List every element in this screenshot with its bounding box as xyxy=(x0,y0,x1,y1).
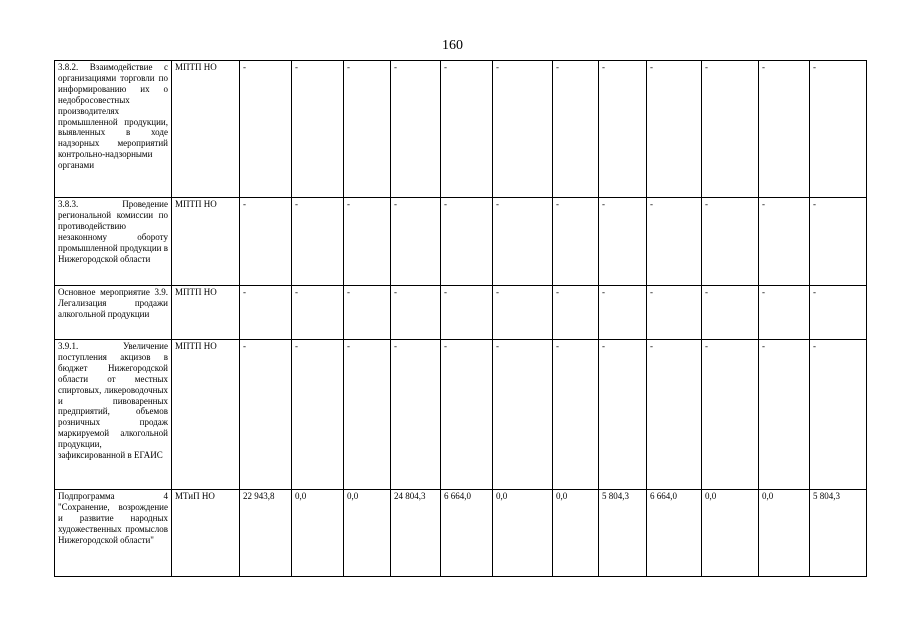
row-executor: МПТП НО xyxy=(172,198,240,286)
row-value: - xyxy=(493,286,553,340)
page-number: 160 xyxy=(442,38,463,53)
row-executor: МПТП НО xyxy=(172,61,240,198)
row-value: - xyxy=(599,340,647,490)
row-value: - xyxy=(292,61,344,198)
row-executor: МТиП НО xyxy=(172,490,240,577)
row-value: - xyxy=(344,340,391,490)
row-value: - xyxy=(240,198,292,286)
row-value: 0,0 xyxy=(702,490,759,577)
row-value: - xyxy=(647,198,702,286)
row-value: 0,0 xyxy=(292,490,344,577)
row-value: - xyxy=(391,198,441,286)
row-value: 6 664,0 xyxy=(441,490,493,577)
row-value: - xyxy=(702,61,759,198)
row-value: - xyxy=(759,198,810,286)
row-value: - xyxy=(391,286,441,340)
row-value: - xyxy=(344,61,391,198)
row-value: - xyxy=(441,61,493,198)
row-value: - xyxy=(553,286,599,340)
row-value: - xyxy=(292,340,344,490)
row-value: - xyxy=(240,61,292,198)
row-value: - xyxy=(292,286,344,340)
row-value: - xyxy=(344,286,391,340)
row-value: - xyxy=(759,61,810,198)
table-row xyxy=(55,340,867,490)
row-value: - xyxy=(441,340,493,490)
row-value: - xyxy=(553,198,599,286)
row-value: - xyxy=(702,286,759,340)
row-value: - xyxy=(344,198,391,286)
row-executor: МПТП НО xyxy=(172,286,240,340)
table-row xyxy=(55,198,867,286)
row-description: 3.8.3. Проведение региональной комиссии по противодействию незаконному обороту промышленной продукции в Нижегородской области xyxy=(55,198,172,286)
row-value: - xyxy=(702,340,759,490)
row-value: - xyxy=(292,198,344,286)
table-row xyxy=(55,490,867,577)
row-value: - xyxy=(810,340,867,490)
row-value: 0,0 xyxy=(344,490,391,577)
row-value: - xyxy=(493,340,553,490)
row-value: - xyxy=(599,286,647,340)
table-row xyxy=(55,286,867,340)
row-value: - xyxy=(759,286,810,340)
row-value: 5 804,3 xyxy=(810,490,867,577)
row-value: 6 664,0 xyxy=(647,490,702,577)
row-value: 0,0 xyxy=(759,490,810,577)
row-description: Подпрограмма 4 "Сохранение, возрождение и развитие народных художественных промыслов Нижегородской области" xyxy=(55,490,172,577)
row-value: 22 943,8 xyxy=(240,490,292,577)
row-value: - xyxy=(810,286,867,340)
row-value: - xyxy=(759,340,810,490)
row-value: - xyxy=(493,198,553,286)
row-value: - xyxy=(810,61,867,198)
row-value: - xyxy=(391,340,441,490)
row-value: - xyxy=(647,61,702,198)
row-value: - xyxy=(391,61,441,198)
row-value: - xyxy=(493,61,553,198)
row-value: - xyxy=(240,286,292,340)
row-value: 0,0 xyxy=(493,490,553,577)
row-value: 24 804,3 xyxy=(391,490,441,577)
row-value: - xyxy=(702,198,759,286)
row-executor: МПТП НО xyxy=(172,340,240,490)
program-table xyxy=(54,60,867,577)
row-value: - xyxy=(599,198,647,286)
table-row xyxy=(55,61,867,198)
row-value: - xyxy=(441,198,493,286)
row-description: Основное мероприятие 3.9. Легализация продажи алкогольной продукции xyxy=(55,286,172,340)
row-value: 0,0 xyxy=(553,490,599,577)
row-value: - xyxy=(647,340,702,490)
row-value: - xyxy=(441,286,493,340)
row-description: 3.8.2. Взаимодействие с организациями торговли по информированию их о недобросовестных производителях промышленной продукции, выявленных в ходе надзорных мероприятий контрольно-надзорными органами xyxy=(55,61,172,198)
row-value: - xyxy=(599,61,647,198)
row-value: - xyxy=(240,340,292,490)
row-value: - xyxy=(647,286,702,340)
row-value: - xyxy=(810,198,867,286)
row-value: - xyxy=(553,340,599,490)
row-value: 5 804,3 xyxy=(599,490,647,577)
row-value: - xyxy=(553,61,599,198)
row-description: 3.9.1. Увеличение поступления акцизов в бюджет Нижегородской области от местных спиртовых, ликероводочных и пивоваренных предприятий, объемов розничных продаж маркируемой алкогольной продукции, зафиксированной в ЕГАИС xyxy=(55,340,172,490)
